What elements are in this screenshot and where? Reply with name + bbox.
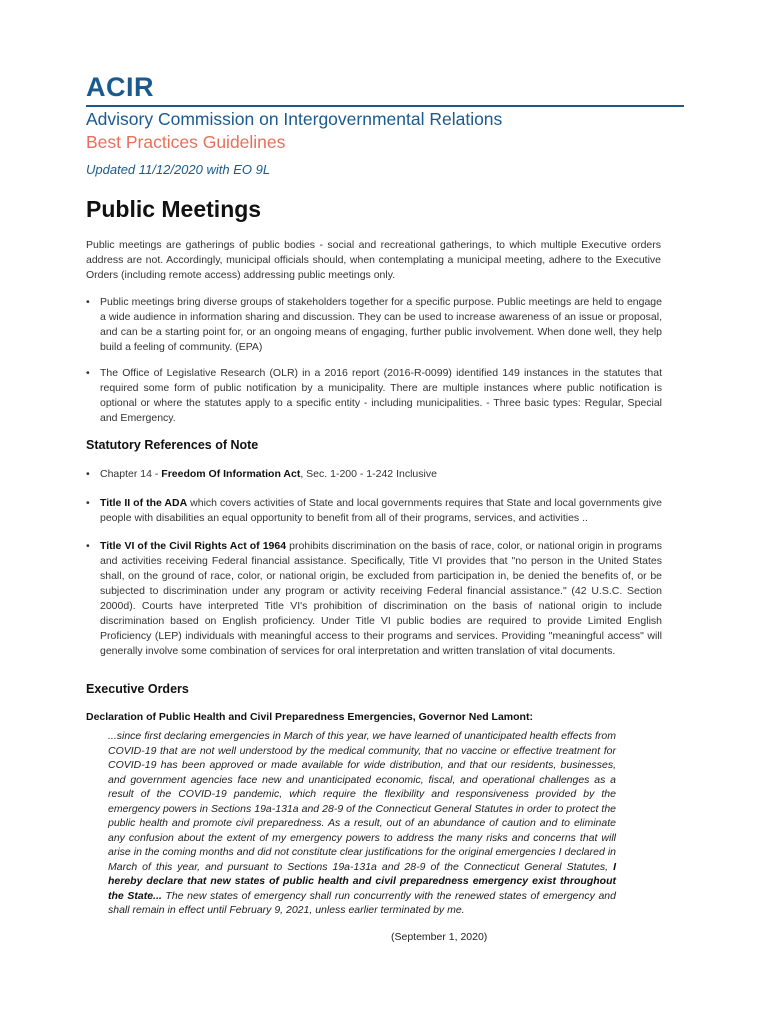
quote-date: (September 1, 2020) bbox=[391, 931, 488, 943]
organization-name: Advisory Commission on Intergovernmental Relations bbox=[86, 109, 503, 129]
list-item bbox=[86, 467, 662, 482]
bullet-text: The Office of Legislative Research (OLR) in a 2016 report (2016-R-0099) identified 149 instances in the statutes that required some form of public notification by a municipality. There are multiple instances where public notification is optional or where the statutes apply to a specific entity - including municipalities. - Three basic types: Regular, Special and Emergency. bbox=[100, 367, 662, 424]
quote-text: ...since first declaring emergencies in March of this year, we have learned of unanticipated health effects from COVID-19 that are not well understood by the medical community, that no vaccine or effective treatment for COVID-19 has been approved or made available for wide distribution, and that our residents, businesses, and government agencies face new and unanticipated economic, fiscal, and operational challenges as a result of the COVID-19 pandemic, which require the flexibility and responsiveness provided by the emergency powers in Sections 19a-131a and 28-9 of the Connecticut General Statutes in order to protect the public health and promote civil preparedness. As a result, out of an abundance of caution and to eliminate any confusion about the extent of my emergency powers to address the many risks and concerns that will arise in the coming months and did not constitute clear justifications for the original emergencies I declared in March of this year, and pursuant to Sections 19a-131a and 28-9 of the Connecticut General Statutes, bbox=[108, 730, 616, 873]
declaration-quote bbox=[108, 729, 616, 918]
statutory-list bbox=[86, 467, 662, 482]
list-item bbox=[86, 539, 662, 659]
intro-paragraph: Public meetings are gatherings of public bodies - social and recreational gatherings, to which multiple Executive orders address are not. Accordingly, municipal officials should, when contemplating a municipal meeting, adhere to the Executive Orders (including remote access) addressing public meetings only. bbox=[86, 239, 661, 281]
quote-emphasis: I hereby declare that new states of public health and civil preparedness emergency exist throughout the State... bbox=[108, 860, 616, 902]
bullet-list bbox=[86, 295, 662, 355]
statutory-heading: Statutory References of Note bbox=[86, 438, 259, 452]
bullet-icon: • bbox=[86, 367, 90, 379]
statute-text: which covers activities of State and local governments requires that State and local governments give people with disabilities an equal opportunity to benefit from all of their programs, services, and activities .. bbox=[100, 497, 662, 524]
statute-name: Title II of the ADA bbox=[100, 497, 188, 509]
list-item bbox=[86, 295, 662, 355]
header-rule bbox=[86, 105, 684, 107]
quote-text-end: The new states of emergency shall run concurrently with the renewed states of emergency and shall remain in effect until February 9, 2021, unless earlier terminated by me. bbox=[108, 889, 616, 916]
statute-name: Title VI of the Civil Rights Act of 1964 bbox=[100, 540, 287, 552]
bullet-icon: • bbox=[86, 468, 90, 480]
statute-prefix: Chapter 14 - bbox=[100, 468, 162, 480]
bullet-icon: • bbox=[86, 497, 90, 509]
bullet-text: Public meetings bring diverse groups of stakeholders together for a specific purpose. Public meetings are held to engage a wide audience in information sharing and discussion. They can be used to increase awareness of an issue or proposal, and can be a starting point for, or an ongoing means of engaging, further public involvement. When done well, they help build a feeling of community. (EPA) bbox=[100, 296, 662, 353]
bullet-icon: • bbox=[86, 296, 90, 308]
declaration-title: Declaration of Public Health and Civil Preparedness Emergencies, Governor Ned Lamont: bbox=[86, 711, 533, 723]
guidelines-title: Best Practices Guidelines bbox=[86, 132, 286, 152]
section-title: Public Meetings bbox=[86, 196, 262, 222]
statute-name: Freedom Of Information Act bbox=[161, 468, 301, 480]
statute-text: prohibits discrimination on the basis of race, color, or national origin in programs and activities receiving Federal financial assistance. Specifically, Title VI provides that "no person in the United States shall, on the ground of race, color, or national origin, be excluded from participation in, be denied the benefits of, or be subjected to discrimination under any program or activity receiving Federal financial assistance." (42 U.S.C. Section 2000d). Courts have interpreted Title VI's prohibition of discrimination on the basis of national origin to include discrimination based on English proficiency. Under Title VI public bodies are required to provide Limited English Proficiency (LEP) individuals with meaningful access to their programs and services. Providing "meaningful access" will generally involve some combination of services for oral interpretation and written translation of vital documents. bbox=[100, 540, 663, 657]
list-item bbox=[86, 496, 662, 526]
statutory-list bbox=[86, 496, 662, 526]
brand-title: ACIR bbox=[86, 72, 154, 102]
bullet-list bbox=[86, 366, 662, 426]
statute-text: , Sec. 1-200 - 1-242 Inclusive bbox=[300, 468, 437, 480]
bullet-icon: • bbox=[86, 540, 90, 552]
list-item bbox=[86, 366, 662, 426]
updated-note: Updated 11/12/2020 with EO 9L bbox=[86, 162, 271, 177]
statutory-list bbox=[86, 539, 662, 659]
executive-orders-heading: Executive Orders bbox=[86, 682, 189, 696]
